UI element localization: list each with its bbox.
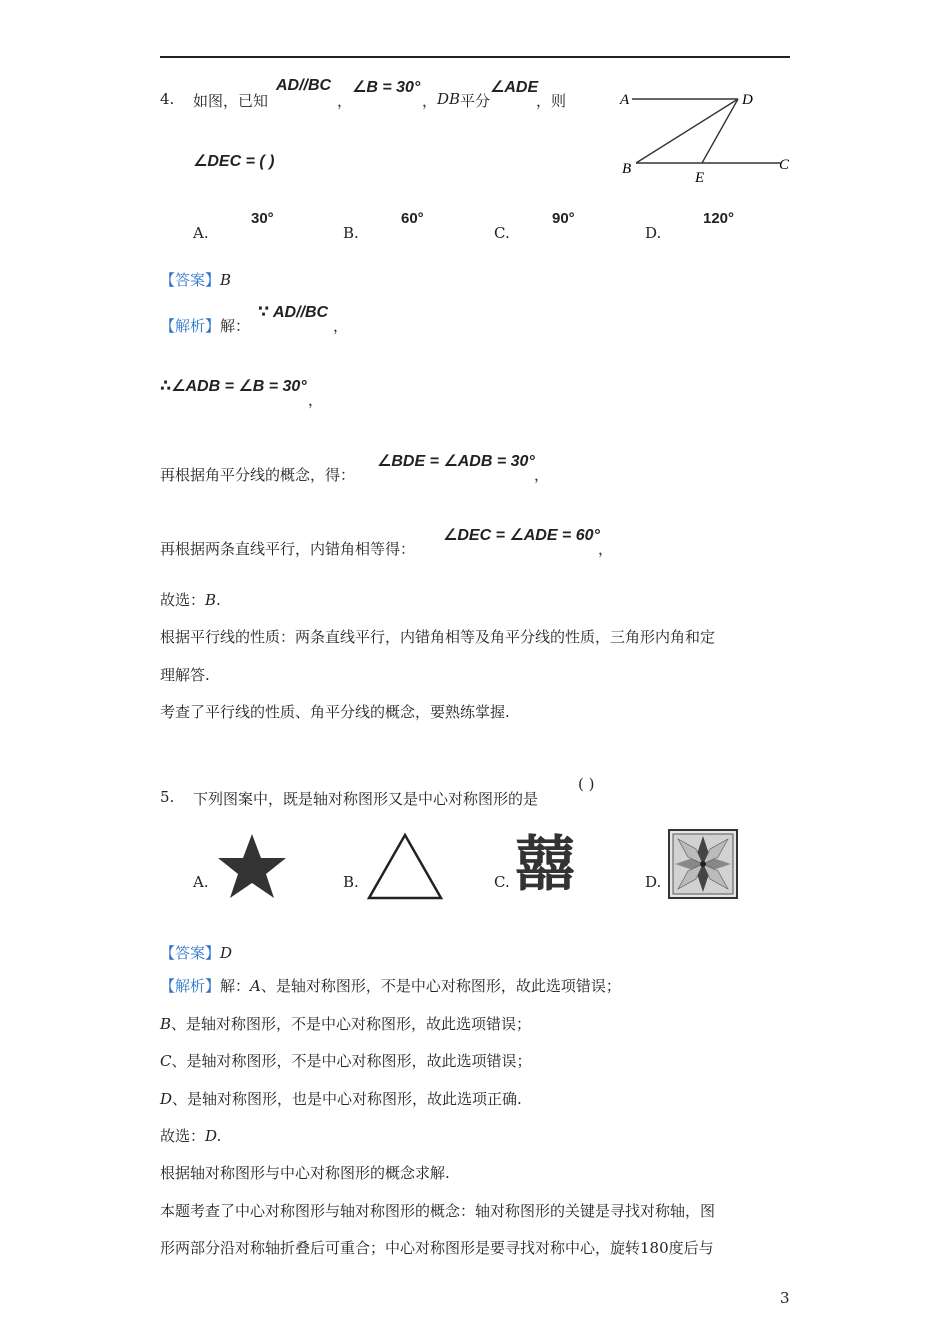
- q5-option-c-letter: C.: [494, 873, 510, 891]
- line-bd: [636, 99, 738, 163]
- q5-analysis-prefix: 解：: [220, 977, 251, 995]
- q4-analysis-tag: 【解析】: [160, 317, 221, 335]
- q5-analysis-tag: 【解析】: [160, 977, 221, 995]
- q5-number: 5.: [160, 788, 175, 806]
- q4-analysis-comma: ，: [333, 317, 349, 335]
- q4-step3-expr: ∠DEC = ∠ADE = 60°: [443, 527, 600, 544]
- q4-note2: 考查了平行线的性质、角平分线的概念，要熟练掌握.: [160, 703, 510, 721]
- q4-question-expr: ∠DEC = ( ): [193, 153, 275, 170]
- q4-comma1: ，: [337, 92, 353, 110]
- q5-line-a-text: 、是轴对称图形，不是中心对称图形，故此选项错误；: [260, 977, 621, 995]
- label-d: D: [742, 92, 753, 108]
- label-a: A: [620, 92, 630, 108]
- q4-bisect-word: 平分: [460, 92, 491, 110]
- label-c: C: [779, 157, 790, 173]
- q4-analysis-prefix: 解：: [220, 317, 251, 335]
- q5-option-b-letter: B.: [343, 873, 359, 891]
- page-number: 3: [780, 1289, 790, 1307]
- q4-analysis-line: [160, 315, 250, 336]
- q5-note2-line2: 形两部分沿对称轴折叠后可重合；中心对称图形是要寻找对称中心，旋转180度后与: [160, 1239, 714, 1257]
- q4-number: 4.: [160, 90, 175, 108]
- q4-note1-line2: 理解答.: [160, 666, 210, 684]
- q5-paren: ( ): [578, 775, 595, 793]
- q4-option-b-value: 60°: [401, 210, 424, 227]
- q4-comma2: ，: [422, 92, 438, 110]
- q4-analysis-expr1: ∵ AD//BC: [258, 304, 329, 321]
- q4-step2-expr: ∠BDE = ∠ADB = 30°: [377, 453, 535, 470]
- q5-line-c: [160, 1050, 532, 1071]
- q5-line-d: [160, 1088, 522, 1109]
- q4-option-c-value: 90°: [552, 210, 575, 227]
- q4-step2-text: 再根据角平分线的概念，得：: [160, 466, 356, 484]
- q5-line-c-text: 、是轴对称图形，不是中心对称图形，故此选项错误；: [171, 1052, 532, 1070]
- star-icon: [216, 832, 288, 900]
- q5-answer-tag: 【答案】: [160, 944, 221, 962]
- q4-db-label: DB: [437, 90, 461, 108]
- label-b: B: [622, 161, 632, 177]
- q5-option-a-letter: A.: [193, 873, 209, 891]
- q5-line-c-letter: C: [160, 1052, 172, 1070]
- line-de: [702, 99, 738, 163]
- q5-answer-value: D: [220, 944, 233, 962]
- q4-choose: 故选：: [160, 591, 206, 609]
- q4-step1-comma: ，: [308, 391, 324, 409]
- q4-expr-angle-b: ∠B = 30°: [352, 79, 421, 96]
- square-pattern-icon: [668, 829, 738, 899]
- q4-option-a-value: 30°: [251, 210, 274, 227]
- q5-choose-line: [160, 1125, 221, 1146]
- q4-option-b-letter: B.: [343, 224, 359, 242]
- q4-expr-angle-ade: ∠ADE: [490, 79, 539, 96]
- q4-then: ，则: [536, 92, 567, 110]
- q4-option-c-letter: C.: [494, 224, 510, 242]
- triangle-icon: [366, 832, 444, 902]
- q5-option-d-letter: D.: [645, 873, 662, 891]
- q4-answer-line: [160, 269, 231, 290]
- q5-stem: 下列图案中，既是轴对称图形又是中心对称图形的是: [193, 790, 539, 808]
- q5-line-d-letter: D: [160, 1090, 173, 1108]
- q5-analysis-line: [160, 975, 621, 996]
- q5-answer-line: [160, 942, 232, 963]
- q4-option-a-letter: A.: [193, 224, 209, 242]
- q4-choose-value: B.: [205, 591, 221, 609]
- q5-choose-value: D.: [205, 1127, 222, 1145]
- q5-line-d-text: 、是轴对称图形，也是中心对称图形，故此选项正确.: [172, 1090, 522, 1108]
- q5-note1: 根据轴对称图形与中心对称图形的概念求解.: [160, 1164, 450, 1182]
- q4-expr-parallel: AD//BC: [276, 77, 332, 94]
- q4-answer-value: B: [220, 271, 232, 289]
- q4-answer-tag: 【答案】: [160, 271, 221, 289]
- q4-option-d-value: 120°: [703, 210, 735, 227]
- q4-step3-text: 再根据两条直线平行，内错角相等得：: [160, 540, 416, 558]
- q4-step1-expr: ∴∠ADB = ∠B = 30°: [160, 378, 307, 395]
- q4-option-d-letter: D.: [645, 224, 662, 242]
- q5-line-b: [160, 1013, 531, 1034]
- label-e: E: [695, 170, 705, 186]
- q4-note1-line1: 根据平行线的性质：两条直线平行，内错角相等及角平分线的性质，三角形内角和定: [160, 628, 716, 646]
- q5-note2-line1: 本题考查了中心对称图形与轴对称图形的概念：轴对称图形的关键是寻找对称轴，图: [160, 1202, 716, 1220]
- q5-choose: 故选：: [160, 1127, 206, 1145]
- q4-stem-prefix: 如图，已知: [193, 92, 269, 110]
- double-happiness-icon: 囍: [515, 830, 575, 900]
- q5-line-b-letter: B: [160, 1015, 172, 1033]
- q4-step2-comma: ，: [534, 466, 550, 484]
- q4-step3-comma: ，: [598, 540, 614, 558]
- q5-line-b-text: 、是轴对称图形，不是中心对称图形，故此选项错误；: [171, 1015, 532, 1033]
- q5-line-a-letter: A: [250, 977, 261, 995]
- q4-geometry-figure: [612, 82, 797, 188]
- q4-choose-line: [160, 589, 221, 610]
- header-rule: [160, 56, 790, 58]
